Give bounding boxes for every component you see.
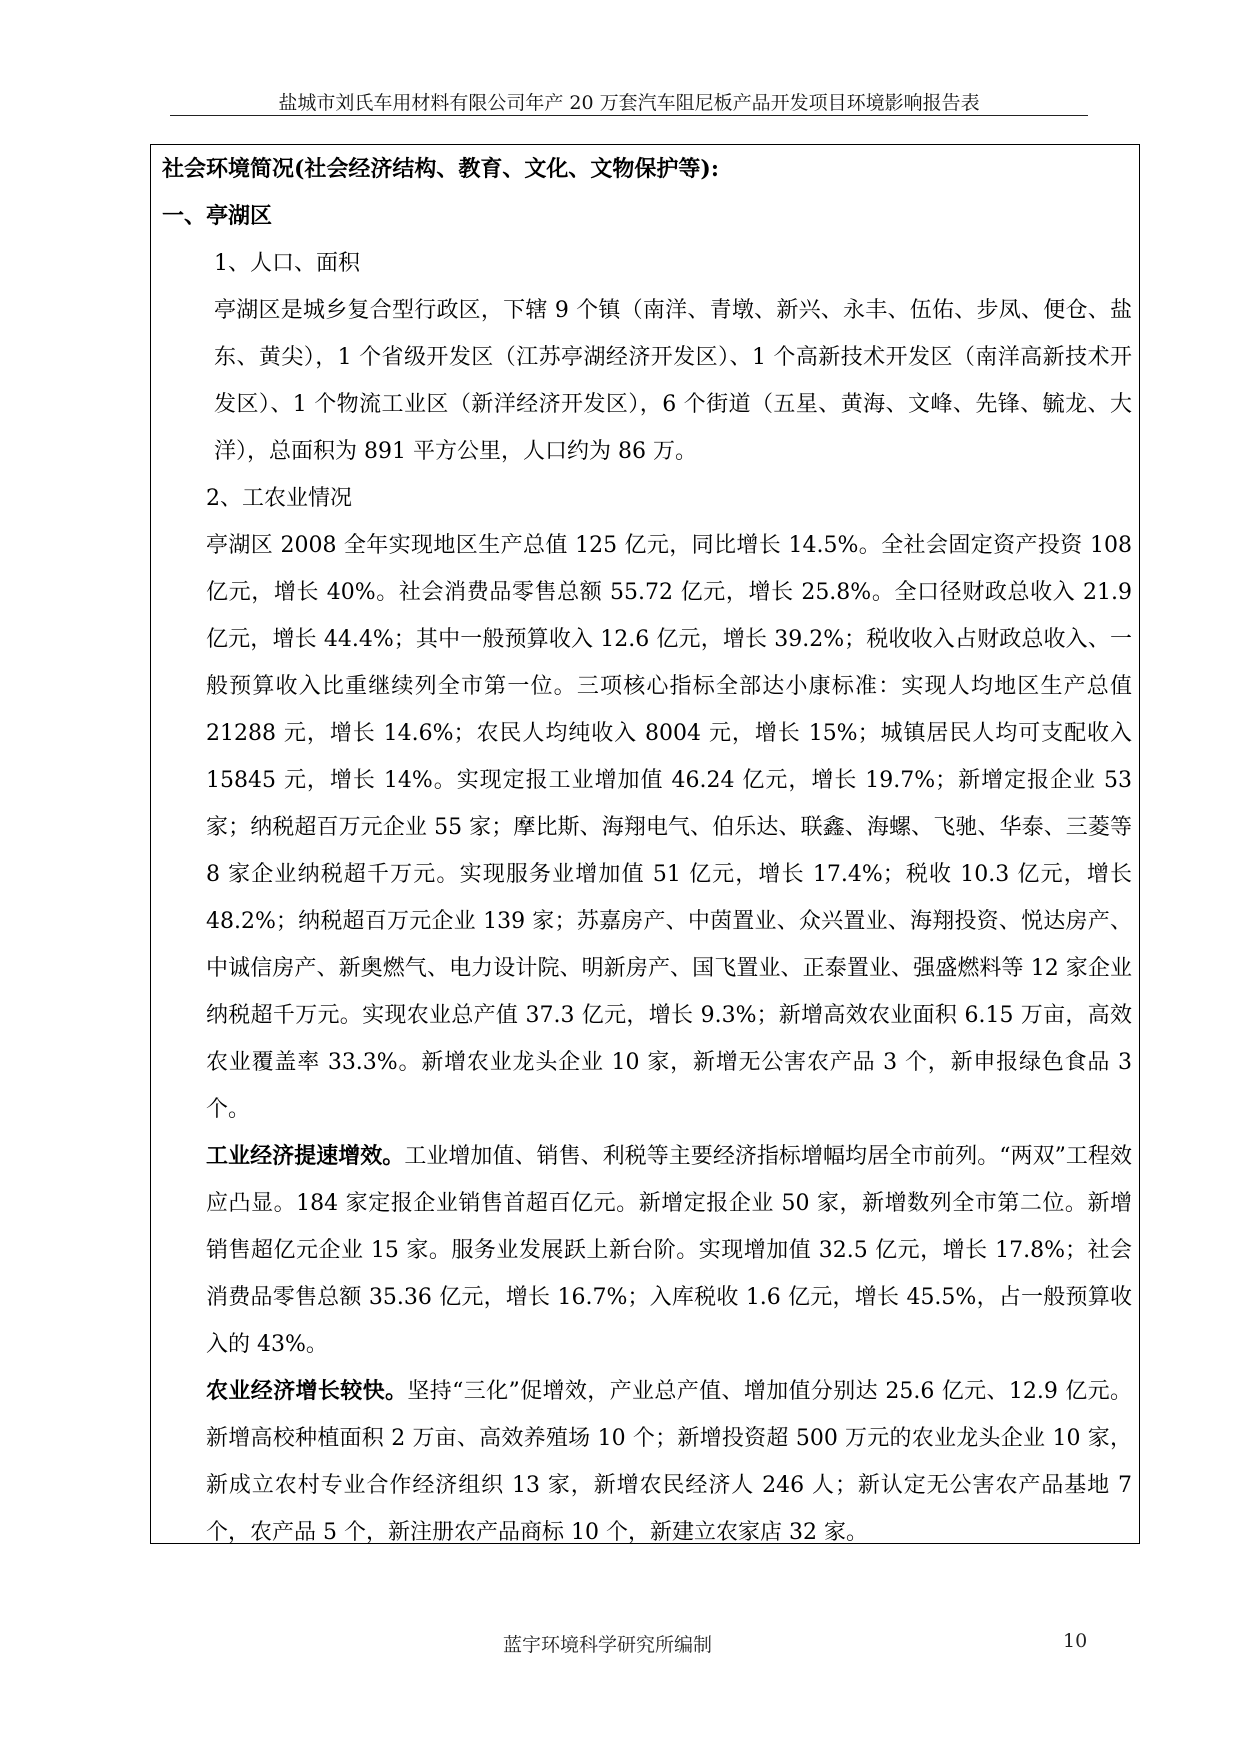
section-content (162, 146, 1132, 1556)
agriculture-paragraph (162, 1368, 1132, 1556)
header-divider (170, 115, 1088, 116)
section-heading: 社会环境简况(社会经济结构、教育、文化、文物保护等): (162, 156, 719, 182)
agriculture-text: 坚持“三化”促增效，产业总产值、增加值分别达 25.6 亿元、12.9 亿元。新增高校种植面积 2 万亩、高效养殖场 10 个；新增投资超 500 万元的农业龙头企业 10 家，新成立农村专业合作经济组织 13 家，新增农民经济人 246 人；新认定无公害农产品基地 7 个，农产品 5 个，新注册农产品商标 10 个，新建立农家店 32 家。 (206, 1379, 1132, 1545)
industry-paragraph (162, 1133, 1132, 1368)
industry-text: 工业增加值、销售、利税等主要经济指标增幅均居全市前列。“两双”工程效应凸显。184 家定报企业销售首超百亿元。新增定报企业 50 家，新增数列全市第二位。新增销售超亿元企业 15 家。服务业发展跃上新台阶。实现增加值 32.5 亿元，增长 17.8%；社会消费品零售总额 35.36 亿元，增长 16.7%；入库税收 1.6 亿元，增长 45.5%，占一般预算收入的 43%。 (206, 1144, 1132, 1357)
subsection-industry-agri-title: 2、工农业情况 (206, 486, 352, 511)
economy-paragraph: 亭湖区 2008 全年实现地区生产总值 125 亿元，同比增长 14.5%。全社会固定资产投资 108 亿元，增长 40%。社会消费品零售总额 55.72 亿元，增长 25.8%。全口径财政总收入 21.9 亿元，增长 44.4%；其中一般预算收入 12.6 亿元，增长 39.2%；税收收入占财政总收入、一般预算收入比重继续列全市第一位。三项核心指标全部达小康标准：实现人均地区生产总值 21288 元，增长 14.6%；农民人均纯收入 8004 元，增长 15%；城镇居民人均可支配收入 15845 元，增长 14%。实现定报工业增加值 46.24 亿元，增长 19.7%；新增定报企业 53 家；纳税超百万元企业 55 家；摩比斯、海翔电气、伯乐达、联鑫、海螺、飞驰、华泰、三菱等 8 家企业纳税超千万元。实现服务业增加值 51 亿元，增长 17.4%；税收 10.3 亿元，增长 48.2%；纳税超百万元企业 139 家；苏嘉房产、中茵置业、众兴置业、海翔投资、悦达房产、中诚信房产、新奥燃气、电力设计院、明新房产、国飞置业、正泰置业、强盛燃料等 12 家企业纳税超千万元。实现农业总产值 37.3 亿元，增长 9.3%；新增高效农业面积 6.15 万亩，高效农业覆盖率 33.3%。新增农业龙头企业 10 家，新增无公害农产品 3 个，新申报绿色食品 3 个。 (206, 533, 1132, 1122)
page-number: 10 (1063, 1630, 1088, 1652)
industry-lead: 工业经济提速增效。 (206, 1143, 405, 1169)
agriculture-lead: 农业经济增长较快。 (206, 1378, 408, 1404)
district-title: 一、亭湖区 (162, 203, 273, 229)
population-paragraph: 亭湖区是城乡复合型行政区，下辖 9 个镇（南洋、青墩、新兴、永丰、伍佑、步凤、便仓、盐东、黄尖），1 个省级开发区（江苏亭湖经济开发区）、1 个高新技术开发区（南洋高新技术开发区）、1 个物流工业区（新洋经济开发区），6 个街道（五星、黄海、文峰、先锋、毓龙、大洋），总面积为 891 平方公里，人口约为 86 万。 (214, 298, 1132, 464)
footer-editor: 蓝宇环境科学研究所编制 (503, 1634, 713, 1656)
subsection-population-title: 1、人口、面积 (214, 251, 360, 276)
document-header-title: 盐城市刘氏车用材料有限公司年产 20 万套汽车阻尼板产品开发项目环境影响报告表 (278, 92, 980, 114)
